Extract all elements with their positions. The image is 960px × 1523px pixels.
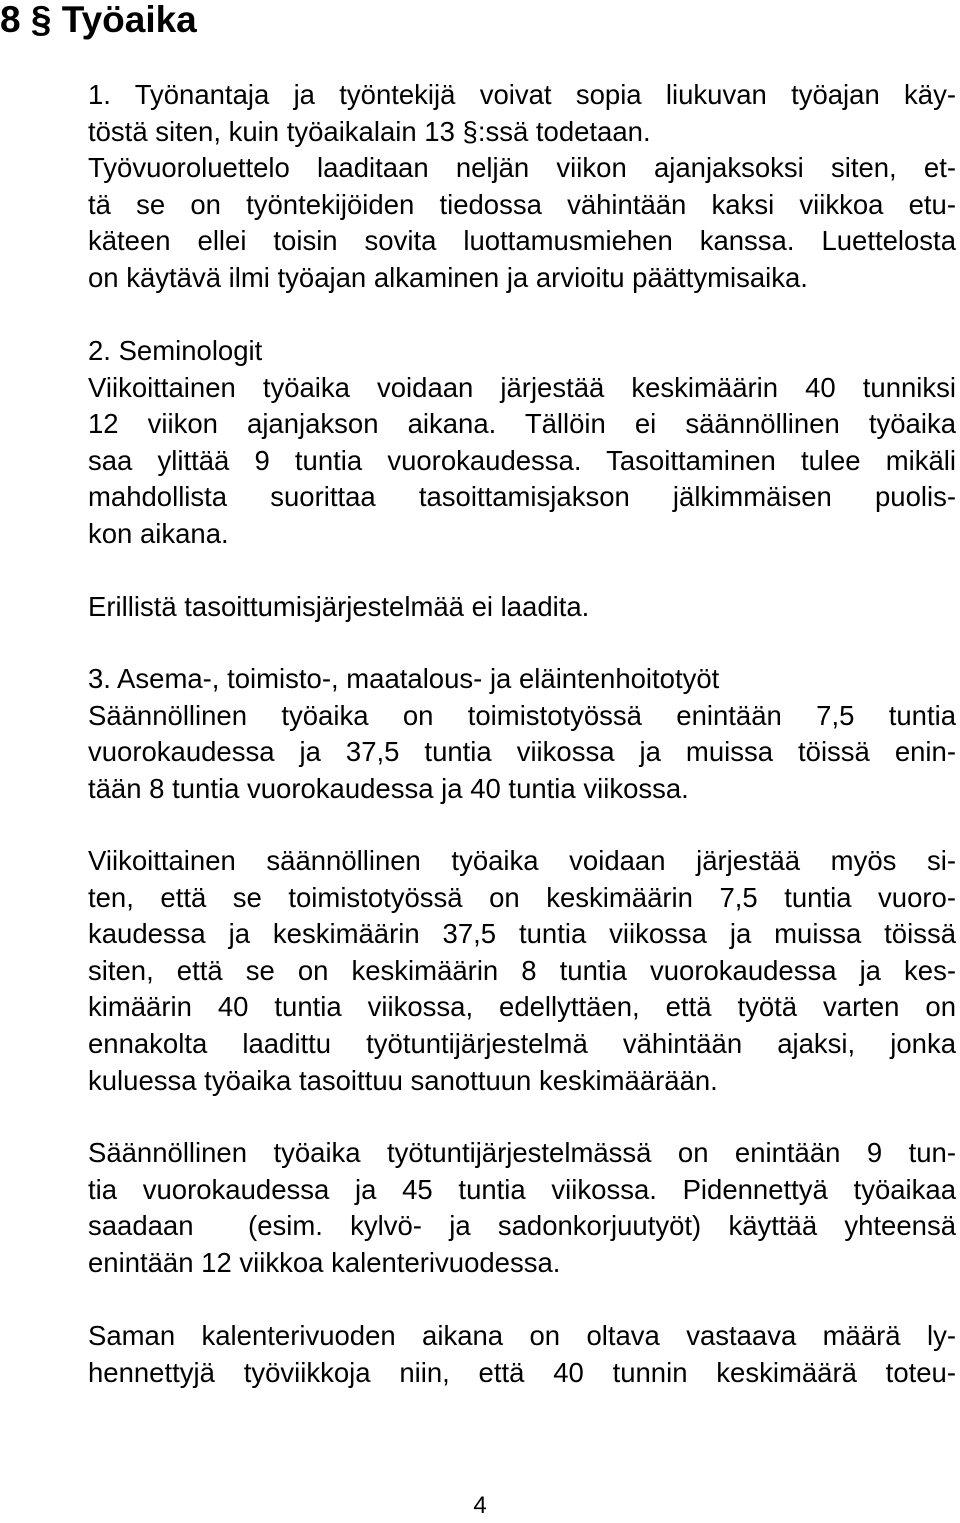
text-line: siten, että se on keskimäärin 8 tuntia vuorokaudessa ja kes- (88, 954, 956, 986)
paragraph-2-note (88, 589, 956, 626)
text-line: ennakolta laadittu työtuntijärjestelmä vähintään ajaksi, jonka (88, 1027, 956, 1059)
paragraph-3-weekly-averaging (88, 843, 956, 1099)
text-line: tä se on työntekijöiden tiedossa vähintään kaksi viikkoa etu- (88, 188, 956, 220)
paragraph-3-schedule-limits (88, 1135, 956, 1281)
text-line: Erillistä tasoittumisjärjestelmää ei laadita. (88, 591, 590, 622)
text-line: saa ylittää 9 tuntia vuorokaudessa. Tasoittaminen tulee mikäli (88, 444, 956, 476)
section-heading: 3. Asema-, toimisto-, maatalous- ja eläintenhoitotyöt (88, 663, 720, 694)
text-line: Saman kalenterivuoden aikana on oltava vastaava määrä ly- (88, 1320, 956, 1351)
text-line: Säännöllinen työaika on toimistotyössä enintään 7,5 tuntia (88, 699, 956, 731)
text-line: on käytävä ilmi työajan alkaminen ja arvioitu päättymisaika. (88, 261, 808, 293)
section-heading: 2. Seminologit (88, 335, 263, 366)
text-line: kuluessa työaika tasoittuu sanottuun keskimäärään. (88, 1064, 718, 1096)
text-line: mahdollista suorittaa tasoittamisjakson jälkimmäisen puolis- (88, 481, 956, 513)
text-line: Säännöllinen työaika työtuntijärjestelmässä on enintään 9 tun- (88, 1137, 956, 1168)
text-line: töstä siten, kuin työaikalain 13 §:ssä todetaan. (88, 115, 651, 147)
text-line: Viikoittainen työaika voidaan järjestää keskimäärin 40 tunniksi (88, 371, 956, 403)
text-line: Viikoittainen säännöllinen työaika voidaan järjestää myös si- (88, 845, 956, 876)
text-line: ten, että se toimistotyössä on keskimäärin 7,5 tuntia vuoro- (88, 881, 956, 913)
text-line: Työvuoroluettelo laaditaan neljän viikon ajanjaksoksi siten, et- (88, 152, 956, 184)
text-line: kimäärin 40 tuntia viikossa, edellyttäen, että työtä varten on (88, 991, 956, 1023)
text-line: enintään 12 viikkoa kalenterivuodessa. (88, 1246, 561, 1278)
paragraph-3-shortened-weeks (88, 1318, 956, 1391)
text-line: 12 viikon ajanjakson aikana. Tällöin ei säännöllinen työaika (88, 408, 956, 440)
page-title: 8 § Työaika (0, 0, 197, 40)
text-line: saadaan (esim. kylvö- ja sadonkorjuutyöt) käyttää yhteensä (88, 1210, 956, 1242)
paragraph-2-seminologists (88, 333, 956, 553)
text-line: kon aikana. (88, 517, 229, 549)
paragraph-3-office-agriculture-work (88, 661, 956, 807)
text-line: tia vuorokaudessa ja 45 tuntia viikossa. Pidennettyä työaikaa (88, 1173, 956, 1205)
paragraph-1-flexible-working-hours (88, 77, 956, 297)
page-number: 4 (473, 1492, 487, 1519)
text-line: hennettyjä työviikkoja niin, että 40 tunnin keskimäärä toteu- (88, 1356, 956, 1388)
text-line: käteen ellei toisin sovita luottamusmiehen kanssa. Luettelosta (88, 225, 956, 257)
text-line: tään 8 tuntia vuorokaudessa ja 40 tuntia viikossa. (88, 772, 689, 804)
text-line: 1. Työnantaja ja työntekijä voivat sopia liukuvan työajan käy- (88, 79, 956, 110)
text-line: vuorokaudessa ja 37,5 tuntia viikossa ja muissa töissä enin- (88, 736, 956, 768)
text-line: kaudessa ja keskimäärin 37,5 tuntia viikossa ja muissa töissä (88, 918, 956, 950)
